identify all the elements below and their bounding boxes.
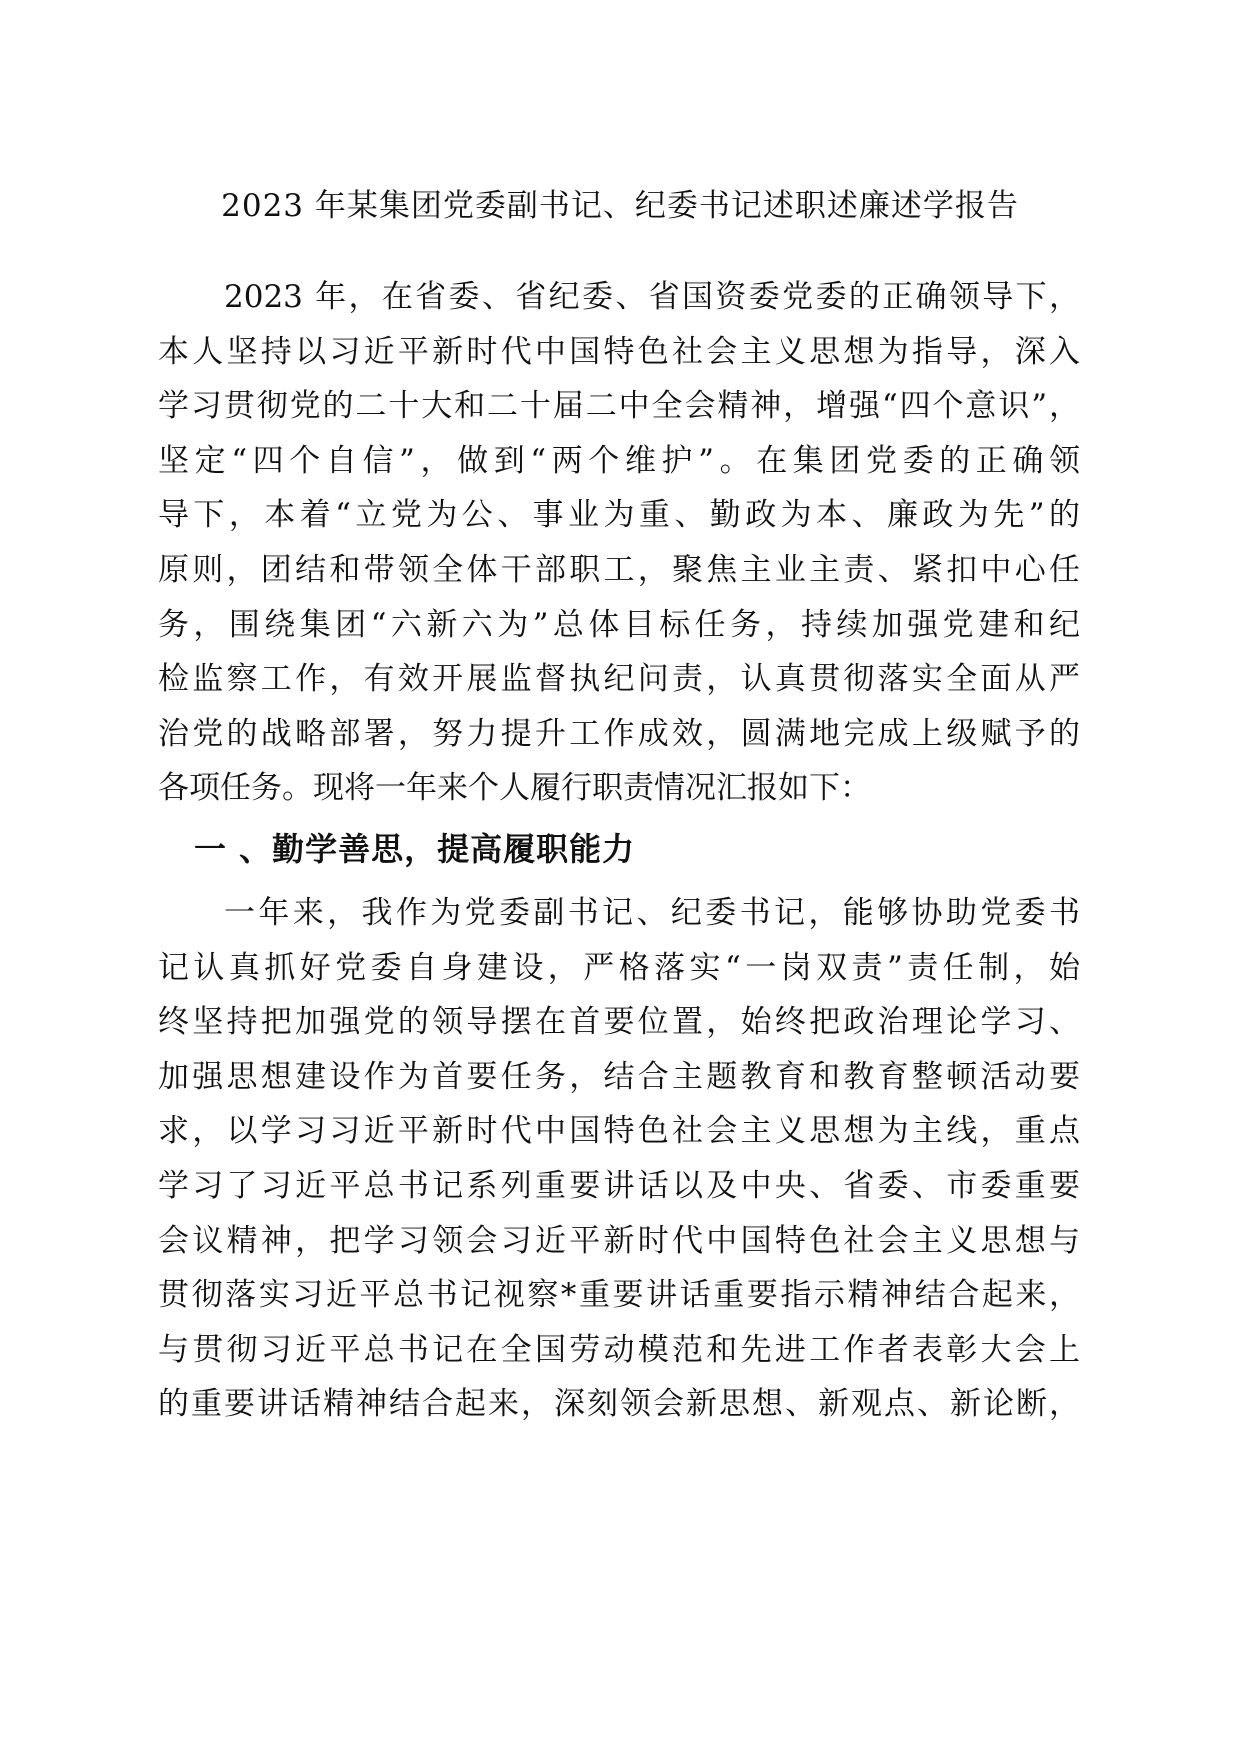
paragraph-line: 检监察工作，有效开展监督执纪问责，认真贯彻落实全面从严 — [158, 661, 1080, 698]
paragraph-line: 的重要讲话精神结合起来，深刻领会新思想、新观点、新论断， — [158, 1386, 1080, 1423]
paragraph-line: 治党的战略部署，努力提升工作成效，圆满地完成上级赋予的 — [158, 715, 1080, 752]
paragraph-line: 务，围绕集团“六新六为”总体目标任务，持续加强党建和纪 — [158, 606, 1080, 643]
paragraph-line: 与贯彻习近平总书记在全国劳动模范和先进工作者表彰大会上 — [158, 1331, 1080, 1368]
section-paragraph — [158, 886, 1080, 1432]
paragraph-line: 导下，本着“立党为公、事业为重、勤政为本、廉政为先”的 — [158, 497, 1080, 534]
paragraph-line: 坚定“四个自信”，做到“两个维护”。在集团党委的正确领 — [158, 442, 1080, 479]
paragraph-line: 2023 年，在省委、省纪委、省国资委党委的正确领导下， — [224, 279, 1080, 315]
paragraph-line: 原则，团结和带领全体干部职工，聚焦主业主责、紧扣中心任 — [158, 551, 1080, 588]
paragraph-line: 学习了习近平总书记系列重要讲话以及中央、省委、市委重要 — [158, 1167, 1080, 1204]
paragraph-line: 各项任务。现将一年来个人履行职责情况汇报如下： — [158, 770, 871, 807]
paragraph-line: 学习贯彻党的二十大和二十届二中全会精神，增强“四个意识”， — [158, 388, 1080, 425]
paragraph-line: 求，以学习习近平新时代中国特色社会主义思想为主线，重点 — [158, 1113, 1080, 1150]
paragraph-line: 加强思想建设作为首要任务，结合主题教育和教育整顿活动要 — [158, 1058, 1080, 1095]
paragraph-line: 记认真抓好党委自身建设，严格落实“一岗双责”责任制，始 — [158, 949, 1080, 986]
paragraph-line: 一年来，我作为党委副书记、纪委书记，能够协助党委书 — [224, 895, 1080, 931]
document-title: 2023 年某集团党委副书记、纪委书记述职述廉述学报告 — [221, 188, 1019, 224]
paragraph-line: 贯彻落实习近平总书记视察*重要讲话重要指示精神结合起来， — [158, 1277, 1080, 1314]
paragraph-line: 会议精神，把学习领会习近平新时代中国特色社会主义思想与 — [158, 1222, 1080, 1259]
intro-paragraph — [158, 270, 1080, 816]
paragraph-line: 终坚持把加强党的领导摆在首要位置，始终把政治理论学习、 — [158, 1004, 1080, 1041]
section-heading: 一 、勤学善思，提高履职能力 — [194, 830, 636, 868]
paragraph-line: 本人坚持以习近平新时代中国特色社会主义思想为指导，深入 — [158, 333, 1080, 370]
